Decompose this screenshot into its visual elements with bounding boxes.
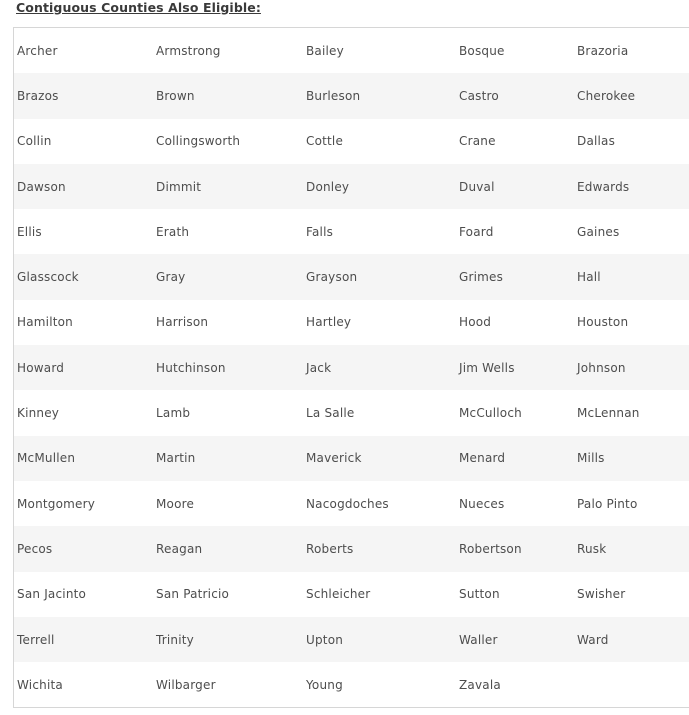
county-cell: Duval bbox=[459, 179, 495, 194]
county-cell: Cottle bbox=[306, 134, 344, 149]
county-cell: Gray bbox=[156, 270, 186, 285]
county-cell: Houston bbox=[577, 315, 629, 330]
county-cell: Brown bbox=[156, 88, 195, 103]
counties-table-container bbox=[13, 27, 689, 708]
county-cell: Palo Pinto bbox=[577, 496, 638, 511]
county-cell: Hartley bbox=[306, 315, 352, 330]
county-cell: Johnson bbox=[577, 360, 626, 375]
county-cell: Castro bbox=[459, 88, 499, 103]
county-cell: Kinney bbox=[17, 406, 60, 421]
county-cell: Falls bbox=[306, 224, 334, 239]
county-cell: Donley bbox=[306, 179, 350, 194]
county-cell: San Jacinto bbox=[17, 587, 87, 602]
table-row bbox=[14, 28, 689, 73]
county-cell: Rusk bbox=[577, 541, 607, 556]
county-cell: Grayson bbox=[306, 270, 358, 285]
county-cell: Bosque bbox=[459, 43, 505, 58]
table-row bbox=[14, 119, 689, 164]
section-heading: Contiguous Counties Also Eligible: bbox=[16, 0, 261, 15]
county-cell: Burleson bbox=[306, 88, 361, 103]
table-row bbox=[14, 481, 689, 526]
county-cell: Bailey bbox=[306, 43, 344, 58]
table-row bbox=[14, 390, 689, 435]
table-row bbox=[14, 572, 689, 617]
county-cell: Schleicher bbox=[306, 587, 371, 602]
county-cell: Gaines bbox=[577, 224, 620, 239]
county-cell: Robertson bbox=[459, 541, 522, 556]
county-cell: Howard bbox=[17, 360, 65, 375]
county-cell: Maverick bbox=[306, 451, 362, 466]
county-cell: Upton bbox=[306, 632, 344, 647]
county-cell: Hutchinson bbox=[156, 360, 226, 375]
county-cell: Armstrong bbox=[156, 43, 221, 58]
county-cell: Edwards bbox=[577, 179, 630, 194]
county-cell: McLennan bbox=[577, 406, 640, 421]
table-row bbox=[14, 209, 689, 254]
county-cell: Dimmit bbox=[156, 179, 202, 194]
table-row bbox=[14, 345, 689, 390]
county-cell: Lamb bbox=[156, 406, 191, 421]
county-cell: Menard bbox=[459, 451, 506, 466]
county-cell: San Patricio bbox=[156, 587, 230, 602]
county-cell: Young bbox=[306, 677, 343, 692]
county-cell: McCulloch bbox=[459, 406, 522, 421]
table-row bbox=[14, 300, 689, 345]
county-cell: Trinity bbox=[156, 632, 194, 647]
table-row bbox=[14, 526, 689, 571]
county-cell: Zavala bbox=[459, 677, 501, 692]
county-cell: Harrison bbox=[156, 315, 209, 330]
county-cell: Brazoria bbox=[577, 43, 629, 58]
county-cell: Collingsworth bbox=[156, 134, 241, 149]
table-row bbox=[14, 436, 689, 481]
table-row bbox=[14, 164, 689, 209]
county-cell: Roberts bbox=[306, 541, 354, 556]
county-cell: Archer bbox=[17, 43, 58, 58]
county-cell: Crane bbox=[459, 134, 496, 149]
county-cell: Nacogdoches bbox=[306, 496, 389, 511]
county-cell: Cherokee bbox=[577, 88, 636, 103]
county-cell: Hamilton bbox=[17, 315, 73, 330]
county-cell: Hall bbox=[577, 270, 601, 285]
county-cell: Terrell bbox=[17, 632, 55, 647]
county-cell: McMullen bbox=[17, 451, 76, 466]
county-cell: Foard bbox=[459, 224, 494, 239]
county-cell: Dallas bbox=[577, 134, 616, 149]
county-cell: Wichita bbox=[17, 677, 63, 692]
county-cell: Reagan bbox=[156, 541, 203, 556]
county-cell: Jim Wells bbox=[459, 360, 515, 375]
county-cell: Nueces bbox=[459, 496, 505, 511]
county-cell: Dawson bbox=[17, 179, 66, 194]
table-row bbox=[14, 254, 689, 299]
county-cell: Brazos bbox=[17, 88, 59, 103]
county-cell: Swisher bbox=[577, 587, 626, 602]
county-cell: Ellis bbox=[17, 224, 42, 239]
county-cell: Collin bbox=[17, 134, 52, 149]
county-cell: Waller bbox=[459, 632, 498, 647]
county-cell: Martin bbox=[156, 451, 196, 466]
table-row bbox=[14, 617, 689, 662]
county-cell: Sutton bbox=[459, 587, 500, 602]
county-cell: Pecos bbox=[17, 541, 53, 556]
counties-table bbox=[14, 28, 689, 707]
county-cell: Grimes bbox=[459, 270, 504, 285]
county-cell: Glasscock bbox=[17, 270, 79, 285]
county-cell: Ward bbox=[577, 632, 609, 647]
table-row bbox=[14, 73, 689, 118]
county-cell: Moore bbox=[156, 496, 195, 511]
county-cell: Montgomery bbox=[17, 496, 96, 511]
county-cell bbox=[574, 662, 689, 707]
county-cell: Wilbarger bbox=[156, 677, 216, 692]
county-cell: Erath bbox=[156, 224, 190, 239]
counties-table-body bbox=[14, 28, 689, 707]
county-cell: Hood bbox=[459, 315, 492, 330]
county-cell: La Salle bbox=[306, 406, 355, 421]
county-cell: Jack bbox=[306, 360, 332, 375]
table-row bbox=[14, 662, 689, 707]
county-cell: Mills bbox=[577, 451, 605, 466]
